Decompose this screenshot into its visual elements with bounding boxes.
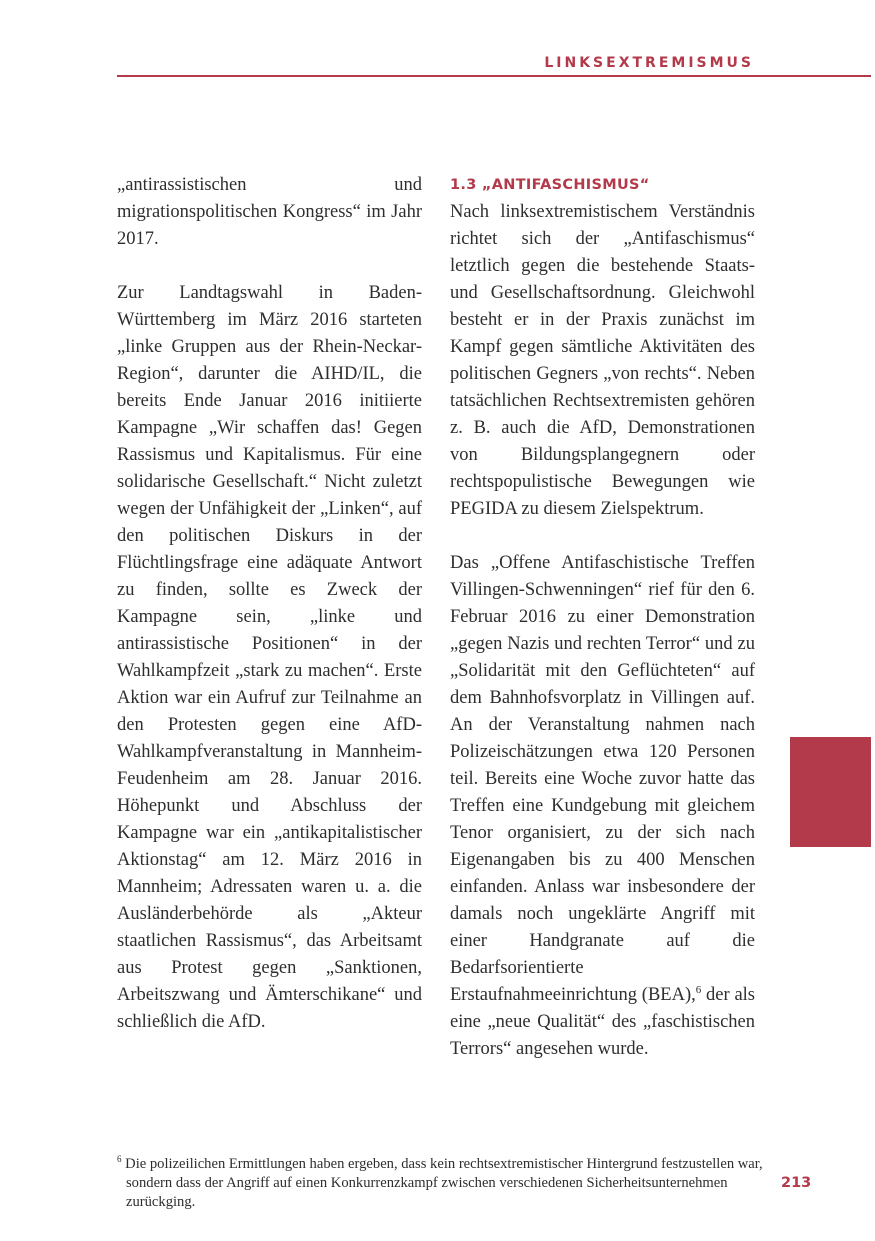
footnote-number: 6	[117, 1154, 122, 1165]
right-column	[450, 172, 755, 1090]
paragraph	[450, 550, 755, 1063]
paragraph-text: Das „Offene Antifaschistische Treffen Villingen-Schwenningen“ rief für den 6. Februar 2016 zu einer Demonstration „gegen Nazis und rechten Terror“ und zu „Solidarität mit den Geflüchteten“ auf dem Bahnhofsvorplatz in Villingen auf. An der Veranstaltung nahmen nach Polizeischätzungen etwa 120 Personen teil. Bereits eine Woche zuvor hatte das Treffen eine Kundgebung mit gleichem Tenor organisiert, zu der sich nach Eigenangaben bis zu 400 Menschen einfanden. Anlass war insbesondere der damals noch ungeklärte Angriff mit einer Handgranate auf die Bedarfsorientierte Erstaufnahmeeinrichtung (BEA),	[450, 553, 755, 1005]
page-number: 213	[781, 1175, 812, 1191]
footnote	[117, 1155, 766, 1212]
footnote-reference[interactable]: 6	[695, 983, 702, 996]
section-heading: 1.3 „ANTIFASCHISMUS“	[450, 177, 650, 193]
paragraph: „antirassistischen und migrationspolitischen Kongress“ im Jahr 2017.	[117, 175, 422, 249]
paragraph-text: der als eine „neue Qualität“ des „faschistischen Terrors“ angesehen wurde.	[450, 985, 755, 1059]
header-rule	[117, 75, 871, 77]
left-column	[117, 172, 422, 1063]
footnote-text: Die polizeilichen Ermittlungen haben ergeben, dass kein rechtsextremistischer Hintergrund festzustellen war, sondern dass der Angriff auf einen Konkurrenzkampf zwischen verschiedenen Sicherheitsunternehmen zurückging.	[125, 1156, 763, 1210]
paragraph: Zur Landtagswahl in Baden-Württemberg im März 2016 starteten „linke Gruppen aus der Rhein-Neckar-Region“, darunter die AIHD/IL, die bereits Ende Januar 2016 initiierte Kampagne „Wir schaffen das! Gegen Rassismus und Kapitalismus. Für eine solidarische Gesellschaft.“ Nicht zuletzt wegen der Unfähigkeit der „Linken“, auf den politischen Diskurs in der Flüchtlingsfrage eine adäquate Antwort zu finden, sollte es Zweck der Kampagne sein, „linke und antirassistische Positionen“ in der Wahlkampfzeit „stark zu machen“. Erste Aktion war ein Aufruf zur Teilnahme an den Protesten gegen eine AfD-Wahlkampfveranstaltung in Mannheim-Feudenheim am 28. Januar 2016. Höhepunkt und Abschluss der Kampagne war ein „antikapitalistischer Aktionstag“ am 12. März 2016 in Mannheim; Adressaten waren u. a. die Ausländerbehörde als „Akteur staatlichen Rassismus“, das Arbeitsamt aus Protest gegen „Sanktionen, Arbeitszwang und Ämterschikane“ und schließlich die AfD.	[117, 283, 422, 1032]
running-head: LINKSEXTREMISMUS	[544, 55, 754, 71]
paragraph: Nach linksextremistischem Verständnis richtet sich der „Antifaschismus“ letztlich gegen die bestehende Staats- und Gesellschaftsordnung. Gleichwohl besteht er in der Praxis zunächst im Kampf gegen sämtliche Aktivitäten des politischen Gegners „von rechts“. Neben tatsächlichen Rechtsextremisten gehören z. B. auch die AfD, Demonstrationen von Bildungsplangegnern oder rechtspopulistische Bewegungen wie PEGIDA zu diesem Zielspektrum.	[450, 202, 755, 519]
chapter-side-tab	[790, 737, 871, 847]
